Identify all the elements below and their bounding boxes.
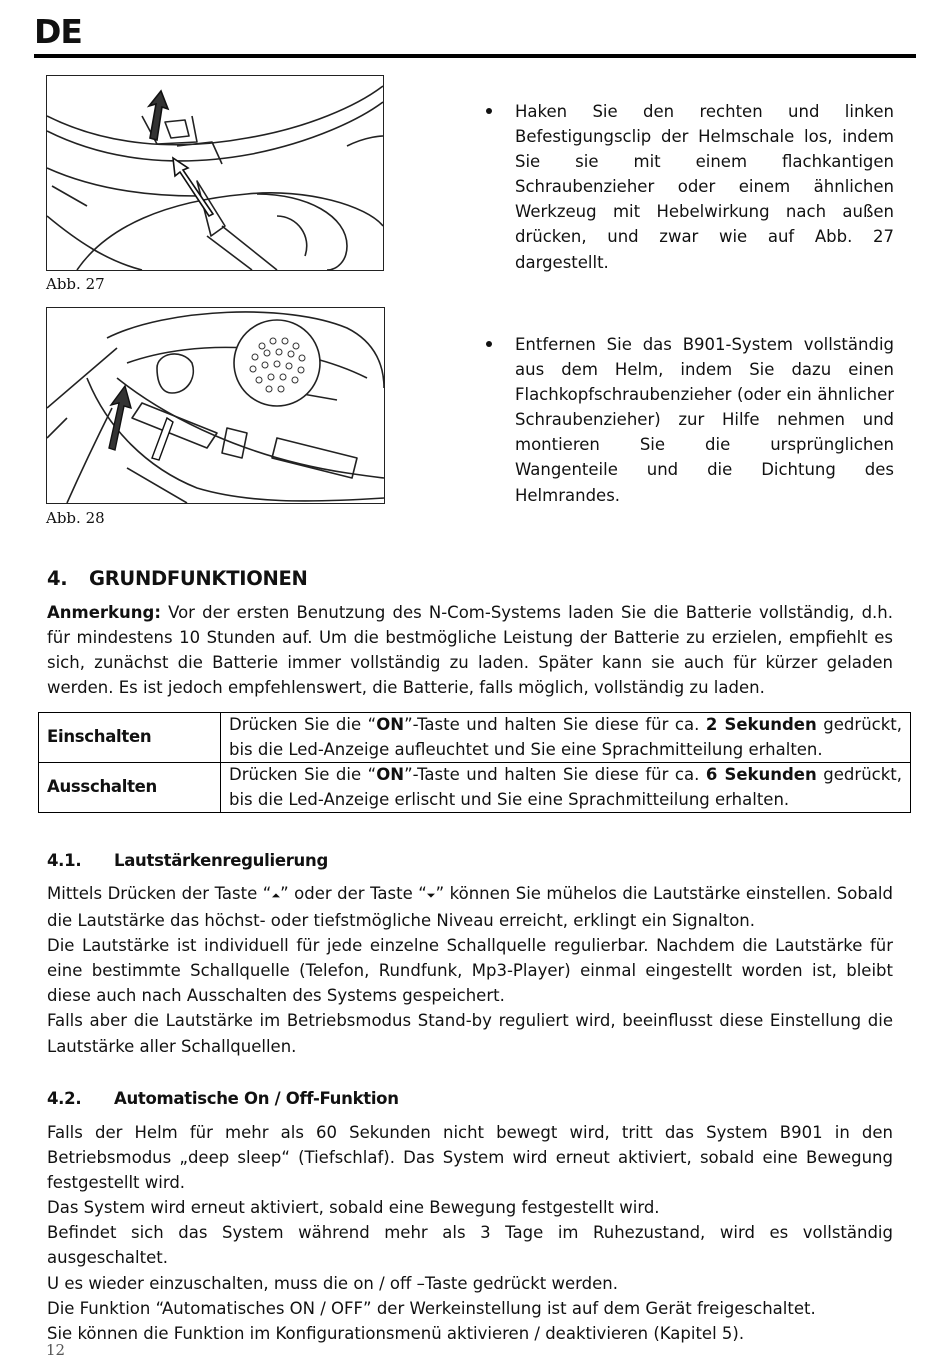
subsection-body (47, 1120, 893, 1346)
section-number: 4. (47, 567, 68, 590)
paragraph: Die Funktion “Automatisches ON / OFF” der Werkeinstellung ist auf dem Gerät freigeschaltet. (47, 1298, 816, 1318)
helmet-system-removal-illustration (47, 308, 384, 503)
duration: 2 Sekunden (705, 715, 817, 734)
paragraph: U es wieder einzuschalten, muss die on / off –Taste gedrückt werden. (47, 1273, 618, 1293)
subsection-heading (47, 1089, 399, 1108)
paragraph: Befindet sich das System während mehr als 3 Tage im Ruhezustand, wird es vollständig ausgeschaltet. (47, 1223, 893, 1268)
section-title: GRUNDFUNKTIONEN (89, 567, 308, 590)
paragraph: Falls der Helm für mehr als 60 Sekunden nicht bewegt wird, tritt das System B901 in den Betriebsmodus „deep sleep“ (Tiefschlaf). Das System wird erneut aktiviert, sobald eine Bewegung festgestellt wird. (47, 1123, 893, 1193)
paragraph: Das System wird erneut aktiviert, sobald eine Bewegung festgestellt wird. (47, 1198, 660, 1218)
figure-27-image (46, 75, 384, 271)
function-label: Einschalten (39, 713, 221, 763)
note-paragraph (47, 600, 893, 700)
header-rule (34, 54, 916, 58)
volume-down-icon: ⏷ (426, 889, 436, 902)
paragraph: Mittels Drücken der Taste “⏶” oder der Taste “⏷” können Sie mühelos die Lautstärke einstellen. Sobald die Lautstärke das höchst- oder tiefstmögliche Niveau erreicht, erklingt ein Signalton. (47, 884, 893, 931)
note-text: Vor der ersten Benutzung des N-Com-Systems laden Sie die Batterie vollständig, d.h. für mindestens 10 Stunden auf. Um die bestmögliche Leistung der Batterie zu erzielen, empfiehlt es sich, zunächst die Batterie immer vollständig zu laden. Später kann sie auch für kürzer geladen werden. Es ist jedoch empfehlenswert, die Batterie, falls möglich, vollständig zu laden. (47, 603, 893, 698)
function-description: Drücken Sie die “ON”-Taste und halten Sie diese für ca. 6 Sekunden gedrückt, bis die Led-Anzeige erlischt und Sie eine Sprachmitteilung erhalten. (221, 763, 911, 813)
figure-28-caption: Abb. 28 (46, 509, 105, 527)
key-name: ON (376, 765, 405, 784)
subsection-number: 4.1. (47, 851, 82, 870)
subsection-body (47, 881, 893, 1059)
note-label: Anmerkung: (47, 603, 161, 622)
bullet-text: Entfernen Sie das B901-System vollständig aus dem Helm, indem Sie dazu einen Flachkopfschraubenzieher (oder ein ähnlicher Schraubenzieher) zur Hilfe nehmen und montieren Sie die ursprünglichen Wangenteile und die Dichtung des Helmrandes. (515, 335, 894, 505)
subsection-title: Lautstärkenregulierung (114, 851, 328, 870)
subsection-title: Automatische On / Off-Funktion (114, 1089, 399, 1108)
paragraph: Die Lautstärke ist individuell für jede einzelne Schallquelle regulierbar. Nachdem die Lautstärke für eine bestimmte Schallquelle (Telefon, Rundfunk, Mp3-Player) einmal eingestellt worden ist, bleibt diese auch nach Ausschalten des Systems gespeichert. (47, 936, 893, 1006)
bullet-dot-icon (486, 108, 492, 114)
section-heading (47, 567, 308, 590)
page-number: 12 (46, 1341, 66, 1359)
language-code: DE (34, 12, 82, 51)
paragraph: Falls aber die Lautstärke im Betriebsmodus Stand-by reguliert wird, beeinflusst diese Einstellung die Lautstärke aller Schallquellen. (47, 1011, 893, 1056)
table-row (39, 763, 911, 813)
figure-28-image (46, 307, 385, 504)
bullet-item (486, 332, 894, 508)
paragraph: Sie können die Funktion im Konfigurationsmenü aktivieren / deaktivieren (Kapitel 5). (47, 1323, 745, 1343)
bullet-dot-icon (486, 341, 492, 347)
duration: 6 Sekunden (705, 765, 817, 784)
key-name: ON (376, 715, 405, 734)
volume-up-icon: ⏶ (271, 889, 281, 902)
helmet-shell-clip-removal-illustration (47, 76, 383, 270)
function-label: Ausschalten (39, 763, 221, 813)
subsection-heading (47, 851, 328, 870)
bullet-item (486, 99, 894, 275)
subsection-number: 4.2. (47, 1089, 82, 1108)
bullet-text: Haken Sie den rechten und linken Befestigungsclip der Helmschale los, indem Sie sie mit einem flachkantigen Schraubenzieher oder einem ähnlichen Werkzeug mit Hebelwirkung nach außen drücken, und zwar wie auf Abb. 27 dargestellt. (515, 102, 894, 272)
table-row (39, 713, 911, 763)
function-description: Drücken Sie die “ON”-Taste und halten Sie diese für ca. 2 Sekunden gedrückt, bis die Led-Anzeige aufleuchtet und Sie eine Sprachmitteilung erhalten. (221, 713, 911, 763)
power-functions-table (38, 712, 911, 813)
figure-27-caption: Abb. 27 (46, 275, 105, 293)
